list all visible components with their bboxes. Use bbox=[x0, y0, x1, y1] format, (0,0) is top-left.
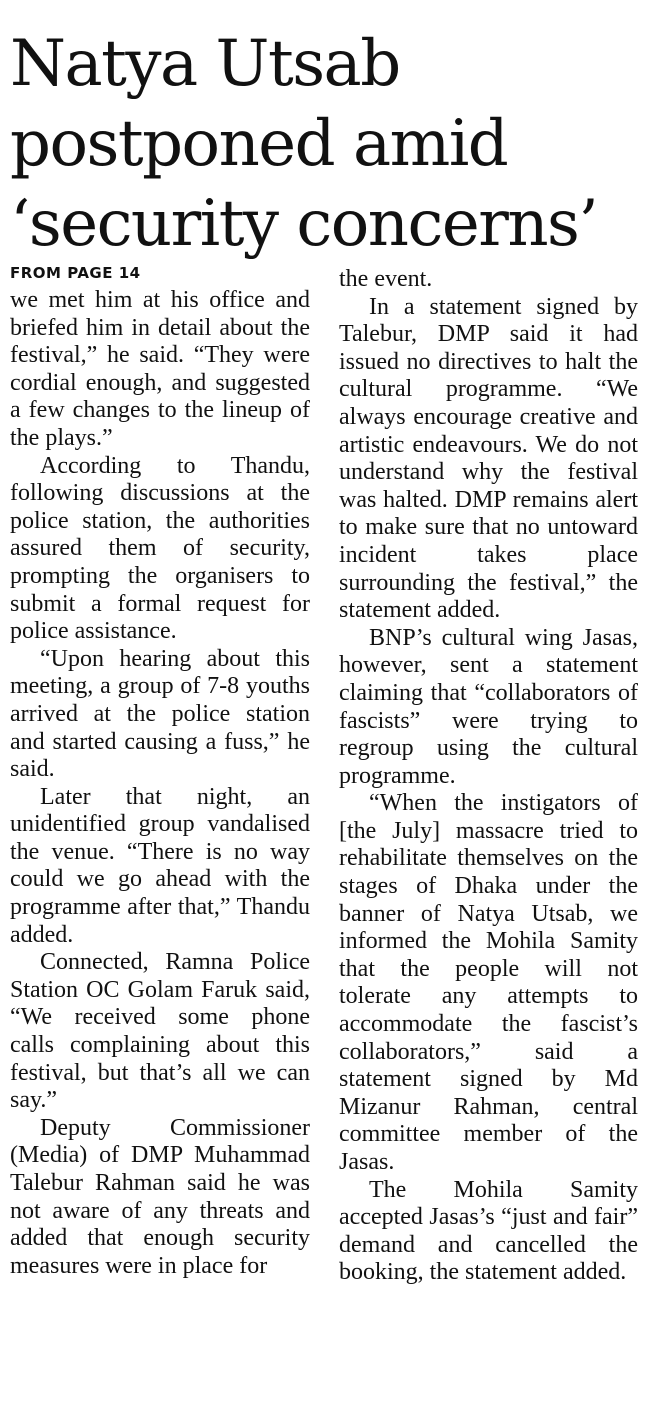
headline bbox=[10, 24, 640, 264]
body-paragraph: the event. bbox=[339, 266, 433, 292]
body-paragraph: Connected, Ramna Police Station OC Golam Faruk said, “We received some phone calls complaining about this festival, but that’s all we can say.” bbox=[10, 949, 310, 1114]
jump-label: FROM PAGE 14 bbox=[10, 264, 141, 282]
body-paragraph: According to Thandu, following discussions at the police station, the authorities assured them of security, prompting the organisers to submit a formal request for police assistance. bbox=[10, 452, 310, 645]
body-paragraph: Later that night, an unidentified group vandalised the venue. “There is no way could we go ahead with the programme after that,” Thandu added. bbox=[10, 783, 310, 948]
article-column-left bbox=[10, 266, 310, 1280]
body-paragraph: In a statement signed by Talebur, DMP said it had issued no directives to halt the cultural programme. “We always encourage creative and artistic endeavours. We do not understand why the festival was halted. DMP remains alert to make sure that no untoward incident takes place surrounding the festival,” the statement added. bbox=[339, 293, 638, 624]
body-paragraph: Deputy Commissioner (Media) of DMP Muhammad Talebur Rahman said he was not aware of any threats and added that enough security measures were in place for bbox=[10, 1114, 310, 1279]
body-paragraph: we met him at his office and briefed him in detail about the festival,” he said. “They were cordial enough, and suggested a few changes to the lineup of the plays.” bbox=[10, 287, 310, 451]
headline-line-3: ‘security concerns’ bbox=[10, 187, 598, 261]
body-paragraph: The Mohila Samity accepted Jasas’s “just and fair” demand and cancelled the booking, the statement added. bbox=[339, 1176, 638, 1286]
body-paragraph: “Upon hearing about this meeting, a group of 7-8 youths arrived at the police station and started causing a fuss,” he said. bbox=[10, 645, 310, 783]
body-paragraph: “When the instigators of [the July] massacre tried to rehabilitate themselves on the stages of Dhaka under the banner of Natya Utsab, we informed the Mohila Samity that the people will not tolerate any attempts to accommodate the fascist’s collaborators,” said a statement signed by Md Mizanur Rahman, central committee member of the Jasas. bbox=[339, 790, 638, 1175]
article-column-right bbox=[339, 266, 638, 1287]
headline-line-2: postponed amid bbox=[10, 107, 508, 181]
body-paragraph: BNP’s cultural wing Jasas, however, sent a statement claiming that “collaborators of fascists” were trying to regroup using the cultural programme. bbox=[339, 624, 638, 789]
headline-line-1: Natya Utsab bbox=[10, 27, 400, 101]
